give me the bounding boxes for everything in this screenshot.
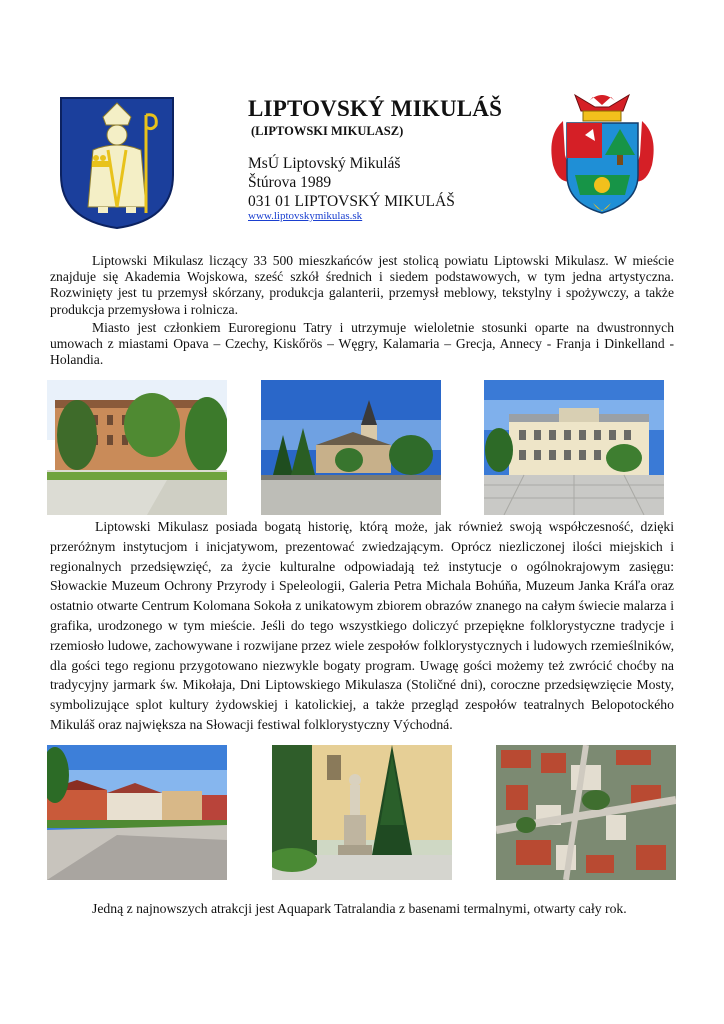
photo-church-icon [261,380,441,515]
paragraph-culture-history: Liptowski Mikulasz posiada bogatą historię, którą może, jak również swoją współczesność, dzięki przeróżnym instytucjom i inicjatywom, prezentować zwiedzającym. Oprócz niezliczonej ilości miejskich i regionalnych przedsięwzięć, za życie kulturalne odpowiadają też instytucje o ogólnokrajowym zasięgu: Słowackie Muzeum Ochrony Przyrody i Speleologii, Galeria Petra Michala Bohúňa, Muzeum Janka Kráľa oraz ostatnio otwarte Centrum Kolomana Sokoła z unikatowym zbiorem obrazów znanego na całym świecie malarza i grafika, urodzonego w tym mieście. Jeśli do tego wszystkiego doliczyć przepiękne folklorystyczne tradycje i rzemiosło ludowe, zachowywane i rozwijane przez wiele zespołów folklorystycznych i ludowych rzemieślników, dla gości tego regionu przygotowano niezwykle bogaty program. Uwagę gości możemy też zwrócić choćby na tradycyjny jarmark św. Mikołaja, Dni Liptowskiego Mikulasza (Stoličné dni), coroczne przedsięwzięcie Mosty, symbolizujące splot kultury żydowskiej i katolickiej, a także przegląd zespołów teatralnych Belopotockého Mikuláš oraz największa na Słowacji festiwal folklorystyczny Východná. [50,519,674,732]
website-link[interactable]: www.liptovskymikulas.sk [248,210,363,222]
photo-town-hall-square-icon [484,380,664,515]
paragraph-aquapark: Jedną z najnowszych atrakcji jest Aquapark Tatralandia z basenami termalnymi, otwarty cały rok. [92,901,627,916]
photo-aerial-town-view-icon [496,745,676,880]
paragraph-intro: Liptowski Mikulasz liczący 33 500 mieszkańców jest stolicą powiatu Liptowski Mikulasz. W mieście znajduje się Akademia Wojskowa, sześć szkół średnich i siedem podstawowych, w tym jedna artystyczna. Rozwinięty jest tu przemysł skórzany, produkcja galanterii, przemysł meblowy, tekstylny i spożywczy, a także produkcja przemysłowa i rolnicza. [50,253,674,317]
address-line-street: Štúrova 1989 [248,174,332,191]
photo-town-street-icon [47,745,227,880]
coat-of-arms-right-icon [545,85,660,220]
page-subtitle: (LIPTOWSKI MIKULASZ) [251,124,404,138]
address-line-postal: 031 01 LIPTOVSKÝ MIKULÁŠ [248,193,455,210]
address-line-office: MsÚ Liptovský Mikuláš [248,155,401,172]
coat-of-arms-left-icon [58,95,176,230]
photo-historic-building-icon [47,380,227,515]
paragraph-partner-cities: Miasto jest członkiem Euroregionu Tatry i utrzymuje wieloletnie stosunki oparte na dwustronnych umowach z miastami Opava – Czechy, Kiskőrös – Węgry, Kalamaria – Grecja, Annecy - Franja i Dinkelland - Holandia. [50,320,674,368]
photo-statue-monument-icon [272,745,452,880]
page-title: LIPTOVSKÝ MIKULÁŠ [248,96,503,121]
